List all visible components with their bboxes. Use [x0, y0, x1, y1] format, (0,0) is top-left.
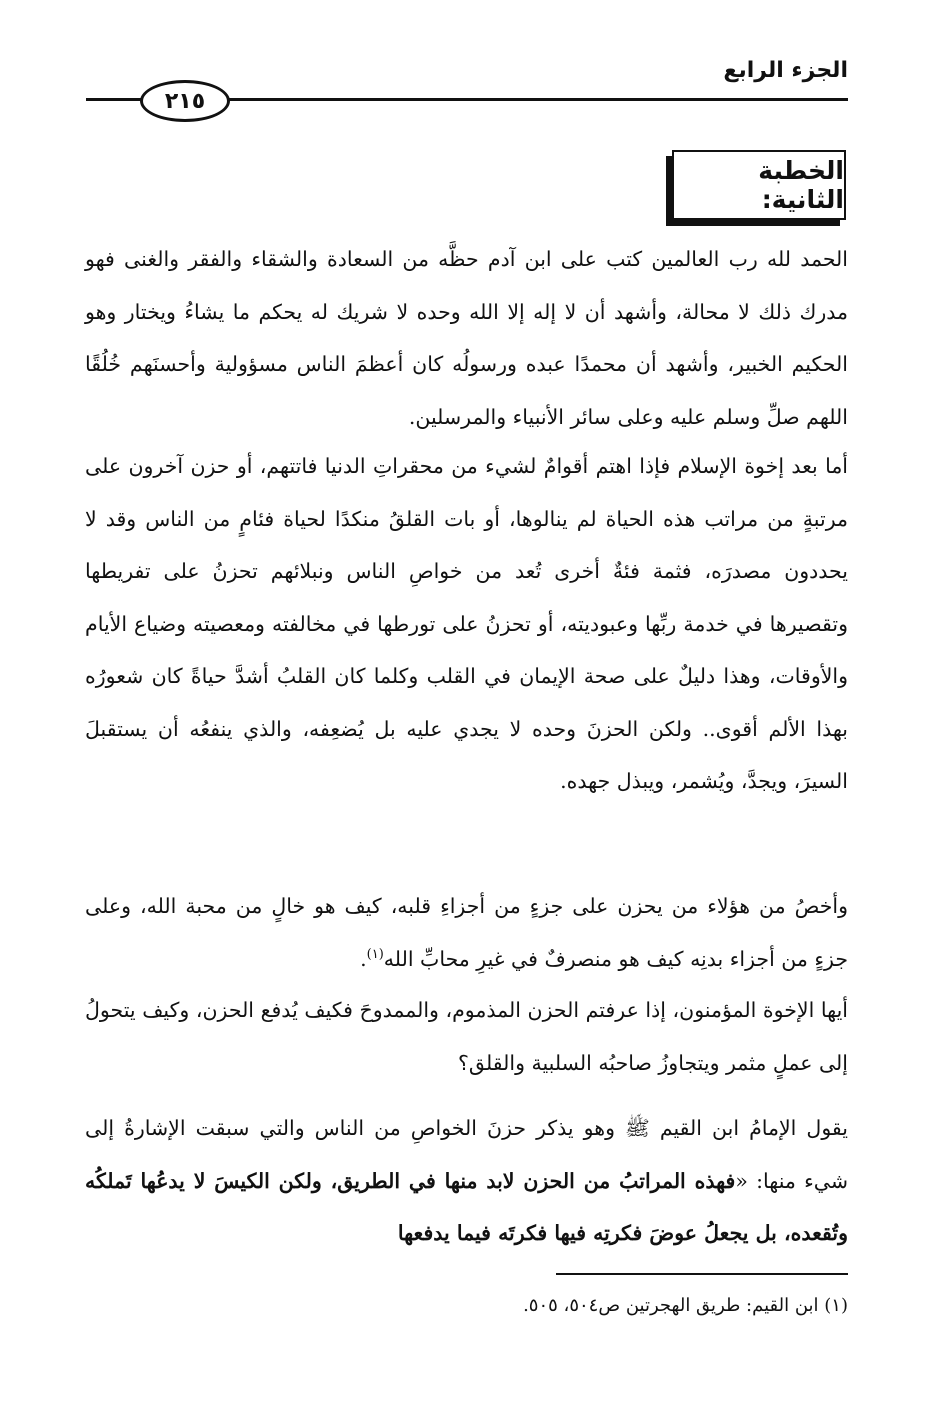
paragraph-3-text: وأخصُ من هؤلاء من يحزن على جزءٍ من أجزاءِ قلبه، كيف هو خالٍ من محبة الله، وعلى جزءٍ من أجزاء بدنِه كيف هو منصرفٌ في غيرِ محابِّ الله [85, 894, 848, 971]
paragraph-5-quote: فهذه المراتبُ من الحزن لابد منها في الطريق، ولكن الكيسَ لا يدعُها تَملكُه وتُقعده، بل يجعلُ عوضَ فكرتِه فيها فكرتَه فيما يدفعها [85, 1168, 848, 1245]
footnote: (١) ابن القيم: طريق الهجرتين ص٥٠٤، ٥٠٥. [523, 1295, 848, 1316]
paragraph-5-intro: يقول الإمامُ ابن القيم ﷺ وهو يذكر حزنَ الخواصِ من الناس والتي سبقت الإشارةُ إلى شيء منها: « [85, 1116, 848, 1193]
paragraph-3-end: . [360, 946, 367, 971]
paragraph-3 [85, 880, 848, 985]
paragraph-5 [85, 1102, 848, 1260]
paragraph-2: أما بعد إخوة الإسلام فإذا اهتم أقوامٌ لشيء من محقراتِ الدنيا فاتتهم، أو حزن آخرون على مرتبةٍ من مراتب هذه الحياة لم ينالوها، أو بات القلقُ منكدًا لحياة فئامٍ من الناس وقد لا يحددون مصدرَه، فثمة فئةٌ أخرى تُعد من خواصِ الناس ونبلائهم تحزنُ على تفريطها وتقصيرها في خدمة ربِّها وعبوديته، أو تحزنُ على تورطها في مخالفته ومعصيته وضياع الأيام والأوقات، وهذا دليلٌ على صحة الإيمان في القلب وكلما كان القلبُ أشدَّ حياةً كان شعورُه بهذا الألم أقوى.. ولكن الحزنَ وحده لا يجدي عليه بل يُضعِفه، والذي ينفعُه أن يستقبلَ السيرَ، ويجدَّ، ويُشمر، ويبذل جهده. [85, 454, 848, 793]
section-heading: الخطبة الثانية: [672, 150, 846, 220]
paragraph-4: أيها الإخوة المؤمنون، إذا عرفتم الحزن المذموم، والممدوحَ فكيف يُدفع الحزن، وكيف يتحولُ إلى عملٍ مثمر ويتجاوزُ صاحبُه السلبية والقلق؟ [85, 998, 848, 1075]
paragraph-1: الحمد لله رب العالمين كتب على ابن آدم حظَّه من السعادة والشقاء والفقر والغنى فهو مدرك ذلك لا محالة، وأشهد أن لا إله إلا الله وحده لا شريك له يحكم ما يشاءُ ويختار وهو الحكيم الخبير، وأشهد أن محمدًا عبده ورسولُه كان أعظمَ الناس مسؤولية وأحسنَهم خُلُقًا اللهم صلِّ وسلم عليه وعلى سائر الأنبياء والمرسلين. [85, 247, 848, 429]
footnote-rule [556, 1273, 848, 1275]
page-number: ٢١٥ [140, 80, 230, 122]
running-header-title: الجزء الرابع [723, 58, 848, 83]
footnote-marker[interactable]: (١) [366, 946, 384, 962]
